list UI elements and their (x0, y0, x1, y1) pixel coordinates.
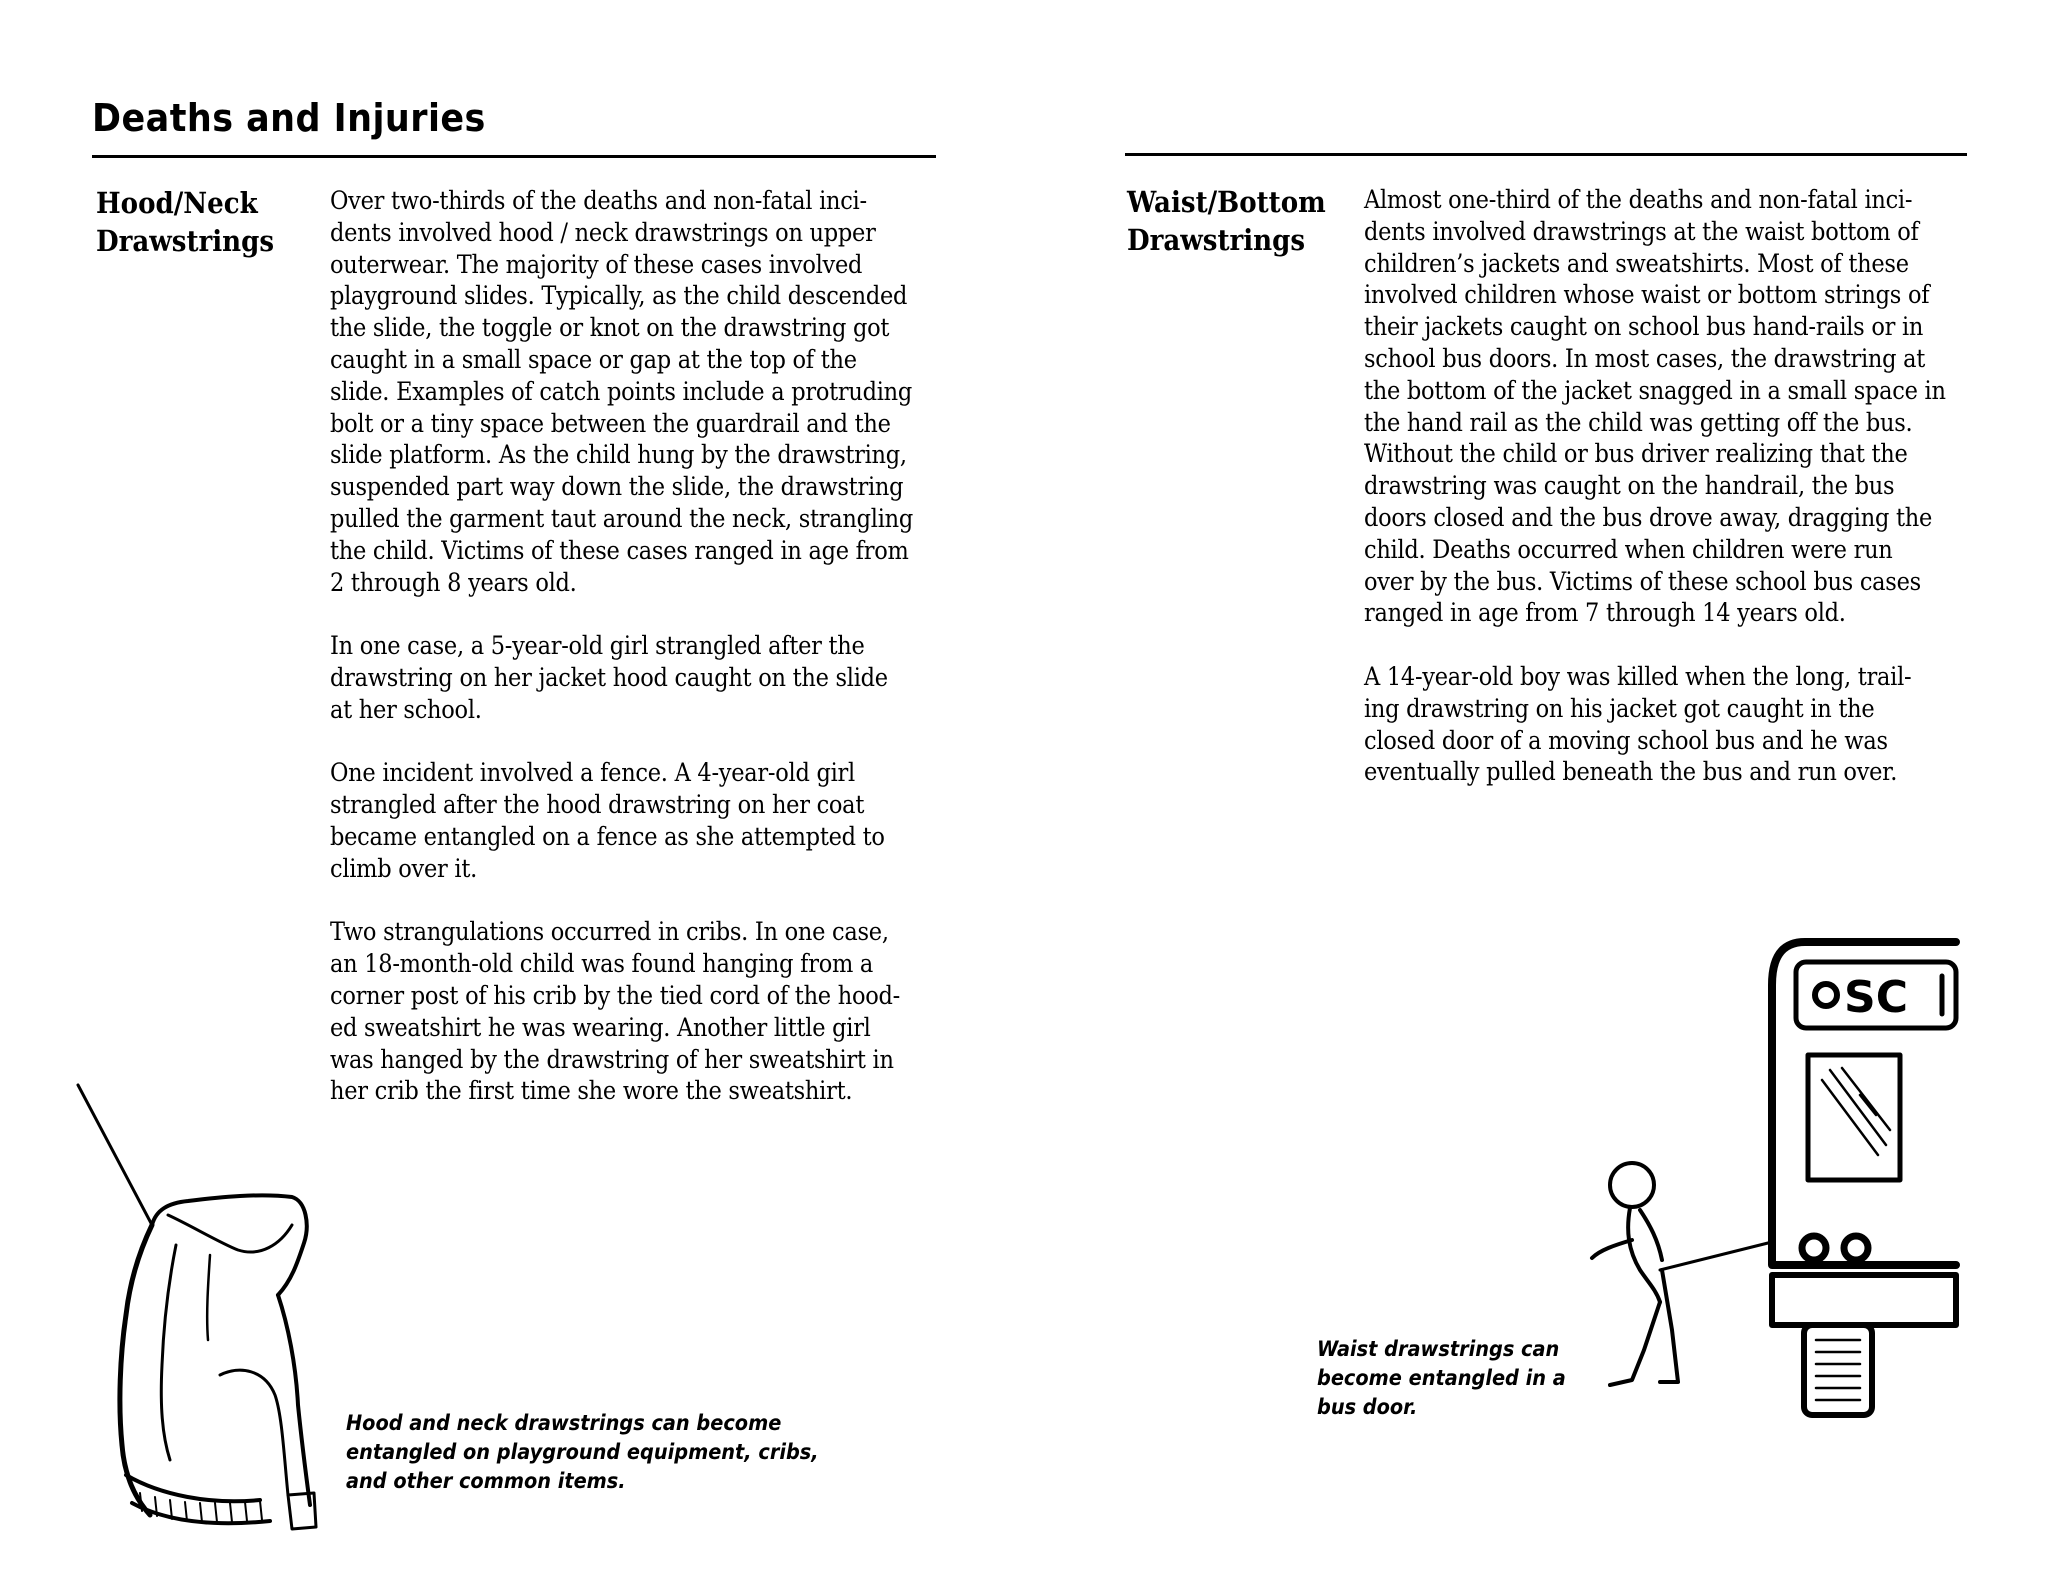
tire-tread (1816, 1340, 1860, 1400)
child-back-leg (1610, 1302, 1660, 1385)
school-bus-illustration (1560, 930, 1960, 1420)
hood-neck-caption: Hood and neck drawstrings can become entangled on playground equipment, cribs, and other common items. (346, 1411, 819, 1493)
sleeve-inner (220, 1370, 288, 1495)
cuff (288, 1493, 316, 1529)
page-title: Deaths and Injuries (92, 96, 486, 140)
body-left-outline (120, 1225, 152, 1515)
bus-door-window (1808, 1055, 1900, 1180)
bus-tire (1804, 1325, 1872, 1415)
caught-drawstring (1660, 1242, 1772, 1270)
child-front (1640, 1210, 1662, 1260)
bus-headlight-right (1844, 1236, 1868, 1260)
child-back (1628, 1208, 1660, 1302)
bus-bumper (1772, 1275, 1956, 1325)
child-arm (1592, 1240, 1632, 1258)
sleeve-outer (278, 1295, 310, 1505)
hood-neck-paragraph-1: Over two-thirds of the deaths and non-fatal inci- dents involved hood / neck drawstrings on upper outerwear. The majority of these cases involved playground slides. Typically, as the child descended the slide, the toggle or knot on the drawstring got caught in a small space or gap at the top of the slide. Examples of catch points include a protruding bolt or a tiny space between the guardrail and the slide platform. As the child hung by the drawstring, suspended part way down the slide, the drawstring pulled the garment taut around the neck, strangling the child. Victims of these cases ranged in age from 2 through 8 years old. (330, 186, 913, 597)
waist-bottom-body (1364, 184, 2010, 820)
hood-neck-body (330, 185, 978, 1139)
body-fold (161, 1245, 176, 1460)
hood-neck-paragraph-4: Two strangulations occurred in cribs. In one case, an 18-month-old child was found hanging from a corner post of his crib by the tied cord of the hood- ed sweatshirt he was wearing. Another little girl was hanged by the drawstring of her sweatshirt in her crib the first time she wore the sweatshirt. (330, 917, 900, 1106)
sweatshirt-illustration (60, 1075, 320, 1535)
bus-sign-text: SC (1844, 972, 1908, 1023)
waist-bottom-paragraph-1: Almost one-third of the deaths and non-fatal inci- dents involved drawstrings at the waist bottom of children’s jackets and sweatshirts. Most of these involved children whose waist or bottom strings of their jackets caught on school bus hand-rails or in school bus doors. In most cases, the drawstring at the bottom of the jacket snagged in a small space in the hand rail as the child was getting off the bus. Without the child or bus driver realizing that the drawstring was caught on the handrail, the bus doors closed and the bus drove away, dragging the child. Deaths occurred when children were run over by the bus. Victims of these school bus cases ranged in age from 7 through 14 years old. (1364, 185, 1946, 628)
title-rule-left (92, 155, 936, 158)
bus-headlight-left (1802, 1236, 1826, 1260)
waist-bottom-caption: Waist drawstrings can become entangled in a bus door. (1317, 1337, 1566, 1419)
bus-sign-dot (1815, 984, 1837, 1006)
hood-neck-paragraph-3: One incident involved a fence. A 4-year-old girl strangled after the hood drawstring on her coat became entangled on a fence as she attempted to climb over it. (330, 758, 885, 883)
hood-neck-heading: Hood/Neck Drawstrings (96, 186, 275, 258)
title-rule-right (1125, 153, 1967, 156)
child-front-leg (1660, 1270, 1678, 1382)
drawstring-hang (207, 1255, 210, 1340)
child-head (1610, 1163, 1654, 1207)
window-glare (1822, 1068, 1890, 1155)
drawstring-line (78, 1085, 152, 1225)
hood-inner (168, 1215, 292, 1252)
waistband-top (126, 1475, 260, 1501)
hood-neck-paragraph-2: In one case, a 5-year-old girl strangled after the drawstring on her jacket hood caught on the slide at her school. (330, 631, 888, 724)
waist-bottom-paragraph-2: A 14-year-old boy was killed when the long, trail- ing drawstring on his jacket got caught in the closed door of a moving school bus and he was eventually pulled beneath the bus and run over. (1364, 661, 1912, 787)
waist-bottom-heading: Waist/Bottom Drawstrings (1127, 185, 1326, 257)
